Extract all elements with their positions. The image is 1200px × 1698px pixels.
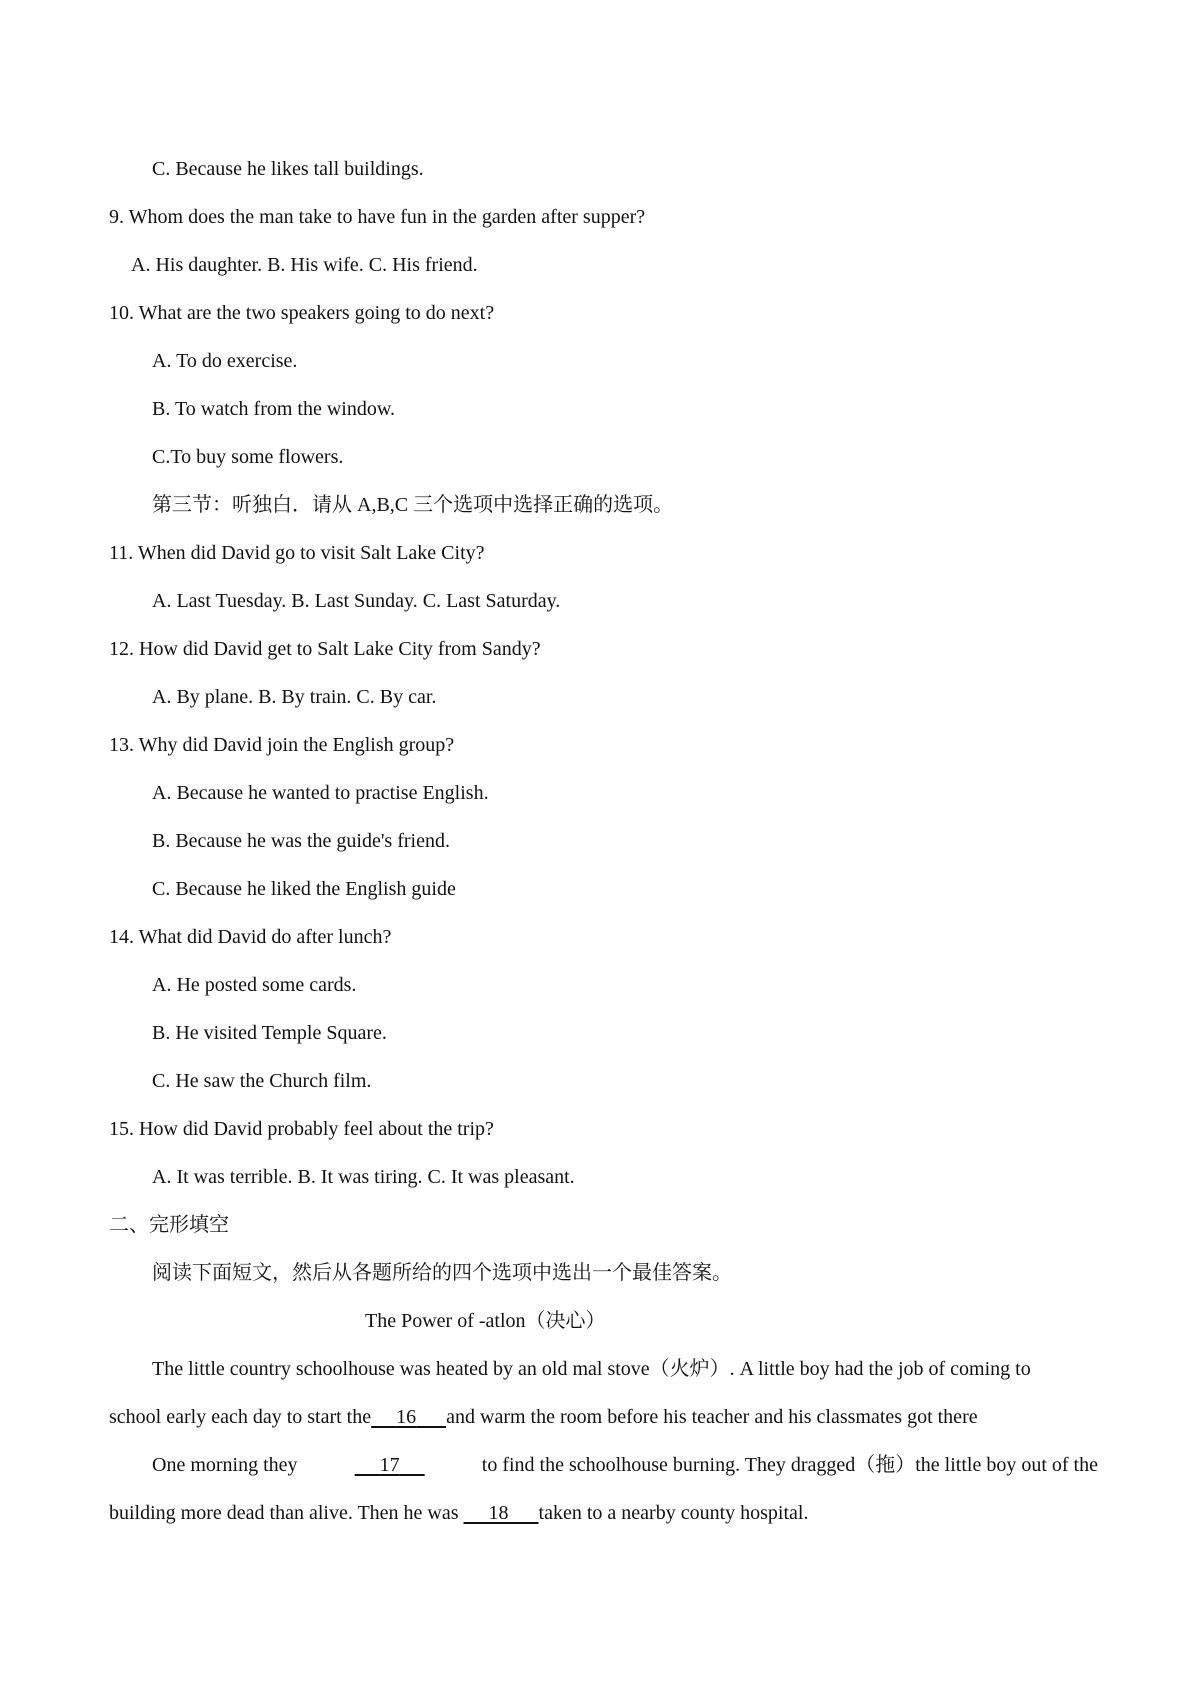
blank-number: 17 (379, 1454, 400, 1476)
q12-stem: 12. How did David get to Salt Lake City from Sandy? (109, 638, 541, 660)
passage-text: The little country schoolhouse was heated by an old mal stove（火炉）. A little boy had the job of coming to (152, 1358, 1031, 1380)
passage-text: school early each day to start the (109, 1406, 372, 1428)
passage-p2-line1 (152, 1453, 1098, 1477)
q9-stem: 9. Whom does the man take to have fun in the garden after supper? (109, 206, 646, 228)
part2-heading: 二、完形填空 (109, 1214, 229, 1236)
q11-options: A. Last Tuesday. B. Last Sunday. C. Last Saturday. (152, 590, 561, 612)
q10-option-c: C.To buy some flowers. (152, 446, 344, 468)
q8-option-c: C. Because he likes tall buildings. (152, 158, 424, 180)
blank-number: 18 (488, 1502, 509, 1524)
q15-stem: 15. How did David probably feel about the trip? (109, 1118, 494, 1140)
q13-option-b: B. Because he was the guide's friend. (152, 830, 450, 852)
q14-option-c: C. He saw the Church film. (152, 1070, 372, 1092)
q14-stem: 14. What did David do after lunch? (109, 926, 392, 948)
section3-heading: 第三节：听独白．请从 A,B,C 三个选项中选择正确的选项。 (152, 494, 674, 516)
cloze-blank-18 (464, 1501, 539, 1525)
q10-option-a: A. To do exercise. (152, 350, 298, 372)
q15-options: A. It was terrible. B. It was tiring. C. It was pleasant. (152, 1166, 575, 1188)
q13-option-a: A. Because he wanted to practise English. (152, 782, 489, 804)
passage-p2-line2 (109, 1501, 808, 1525)
q10-stem: 10. What are the two speakers going to do next? (109, 302, 495, 324)
cloze-blank-17 (355, 1453, 425, 1477)
passage-p1-line2 (109, 1405, 978, 1429)
blank-number: 16 (396, 1406, 417, 1428)
q14-option-a: A. He posted some cards. (152, 974, 357, 996)
passage-text: taken to a nearby county hospital. (538, 1502, 809, 1524)
q10-option-b: B. To watch from the window. (152, 398, 396, 420)
passage-text: building more dead than alive. Then he was (109, 1502, 459, 1524)
passage-text: One morning they (152, 1454, 298, 1476)
q14-option-b: B. He visited Temple Square. (152, 1022, 387, 1044)
part2-instruction: 阅读下面短文，然后从各题所给的四个选项中选出一个最佳答案。 (152, 1262, 732, 1284)
q13-stem: 13. Why did David join the English group? (109, 734, 455, 756)
passage-text: to find the schoolhouse burning. They dragged（拖）the little boy out of the (481, 1454, 1098, 1476)
passage-title: The Power of -atlon（决心） (365, 1310, 606, 1332)
q13-option-c: C. Because he liked the English guide (152, 878, 456, 900)
q11-stem: 11. When did David go to visit Salt Lake City? (109, 542, 485, 564)
passage-p1-line1 (152, 1357, 1098, 1381)
cloze-blank-16 (371, 1405, 446, 1429)
passage-text: and warm the room before his teacher and his classmates got there (446, 1406, 978, 1428)
q9-options: A. His daughter. B. His wife. C. His friend. (131, 254, 478, 276)
q12-options: A. By plane. B. By train. C. By car. (152, 686, 437, 708)
